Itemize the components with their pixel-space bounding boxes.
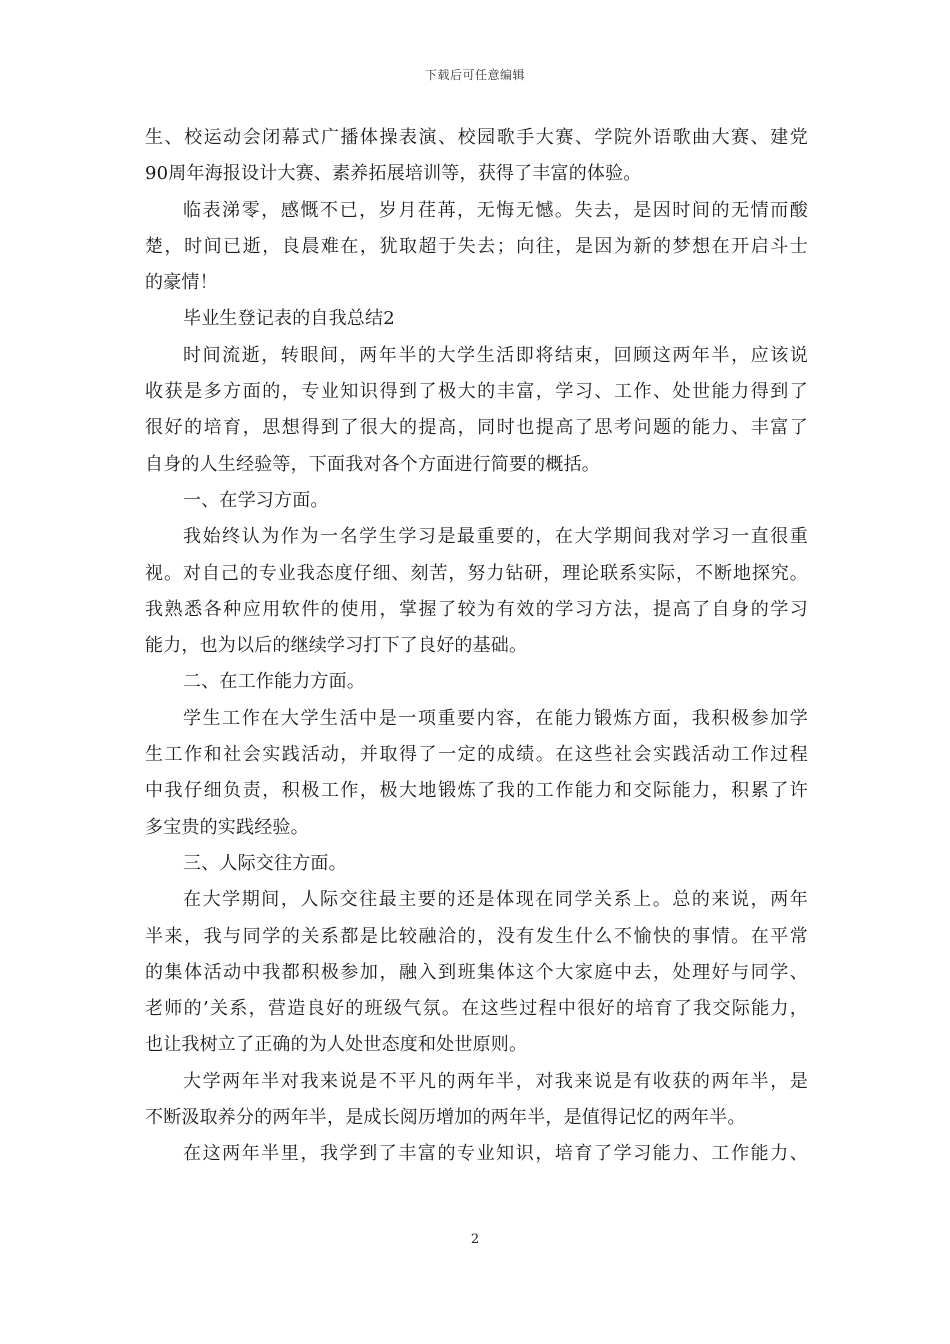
text-line: 多宝贵的实践经验。 (145, 816, 309, 838)
text-line: 中我仔细负责，积极工作，极大地锻炼了我的工作能力和交际能力，积累了许 (145, 780, 808, 802)
text-line: 学生工作在大学生活中是一项重要内容，在能力锻炼方面，我积极参加学 (183, 707, 808, 729)
text-line: 三、人际交往方面。 (183, 852, 347, 874)
text-line: 一、在学习方面。 (183, 489, 329, 511)
text-line: 能力，也为以后的继续学习打下了良好的基础。 (145, 635, 528, 657)
page-number: 2 (470, 1232, 480, 1247)
text-line: 的集体活动中我都积极参加，融入到班集体这个大家庭中去，处理好与同学、 (145, 961, 808, 983)
text-line: 生工作和社会实践活动，并取得了一定的成绩。在这些社会实践活动工作过程 (145, 744, 808, 766)
text-line: 临表涕零，感慨不已，岁月荏苒，无悔无憾。失去，是因时间的无情而酸 (183, 199, 808, 221)
text-line: 老师的’关系，营造良好的班级气氛。在这些过程中很好的培育了我交际能力， (145, 998, 808, 1020)
header-note: 下载后可任意编辑 (424, 68, 525, 82)
text-line: 不断汲取养分的两年半，是成长阅历增加的两年半，是值得记忆的两年半。 (145, 1107, 746, 1129)
text-line: 的豪情！ (145, 272, 218, 294)
text-line: 也让我树立了正确的为人处世态度和处世原则。 (145, 1034, 528, 1056)
text-line: 90周年海报设计大赛、素养拓展培训等，获得了丰富的体验。 (145, 163, 642, 185)
text-line: 我熟悉各种应用软件的使用，掌握了较为有效的学习方法，提高了自身的学习 (145, 598, 808, 620)
text-line: 时间流逝，转眼间，两年半的大学生活即将结束，回顾这两年半，应该说 (183, 344, 808, 366)
document-body (145, 120, 808, 1173)
text-line: 生、校运动会闭幕式广播体操表演、校园歌手大赛、学院外语歌曲大赛、建党 (145, 127, 808, 148)
text-line: 收获是多方面的，专业知识得到了极大的丰富，学习、工作、处世能力得到了 (145, 381, 808, 403)
text-line: 自身的人生经验等，下面我对各个方面进行简要的概括。 (145, 453, 600, 475)
text-line: 在大学期间，人际交往最主要的还是体现在同学关系上。总的来说，两年 (183, 889, 808, 911)
text-line: 二、在工作能力方面。 (183, 671, 365, 693)
text-line: 楚，时间已逝，良晨难在，犹取超于失去；向往，是因为新的梦想在开启斗士 (145, 235, 808, 257)
text-line: 视。对自己的专业我态度仔细、刻苦，努力钻研，理论联系实际，不断地探究。 (145, 562, 808, 584)
text-line: 在这两年半里，我学到了丰富的专业知识，培育了学习能力、工作能力、 (183, 1143, 808, 1165)
text-line: 大学两年半对我来说是不平凡的两年半，对我来说是有收获的两年半，是 (183, 1070, 808, 1092)
text-line: 我始终认为作为一名学生学习是最重要的，在大学期间我对学习一直很重 (183, 526, 808, 548)
text-line: 半来，我与同学的关系都是比较融洽的，没有发生什么不愉快的事情。在平常 (145, 925, 808, 947)
text-line: 毕业生登记表的自我总结2 (183, 308, 395, 330)
text-line: 很好的培育，思想得到了很大的提高，同时也提高了思考问题的能力、丰富了 (145, 417, 808, 439)
